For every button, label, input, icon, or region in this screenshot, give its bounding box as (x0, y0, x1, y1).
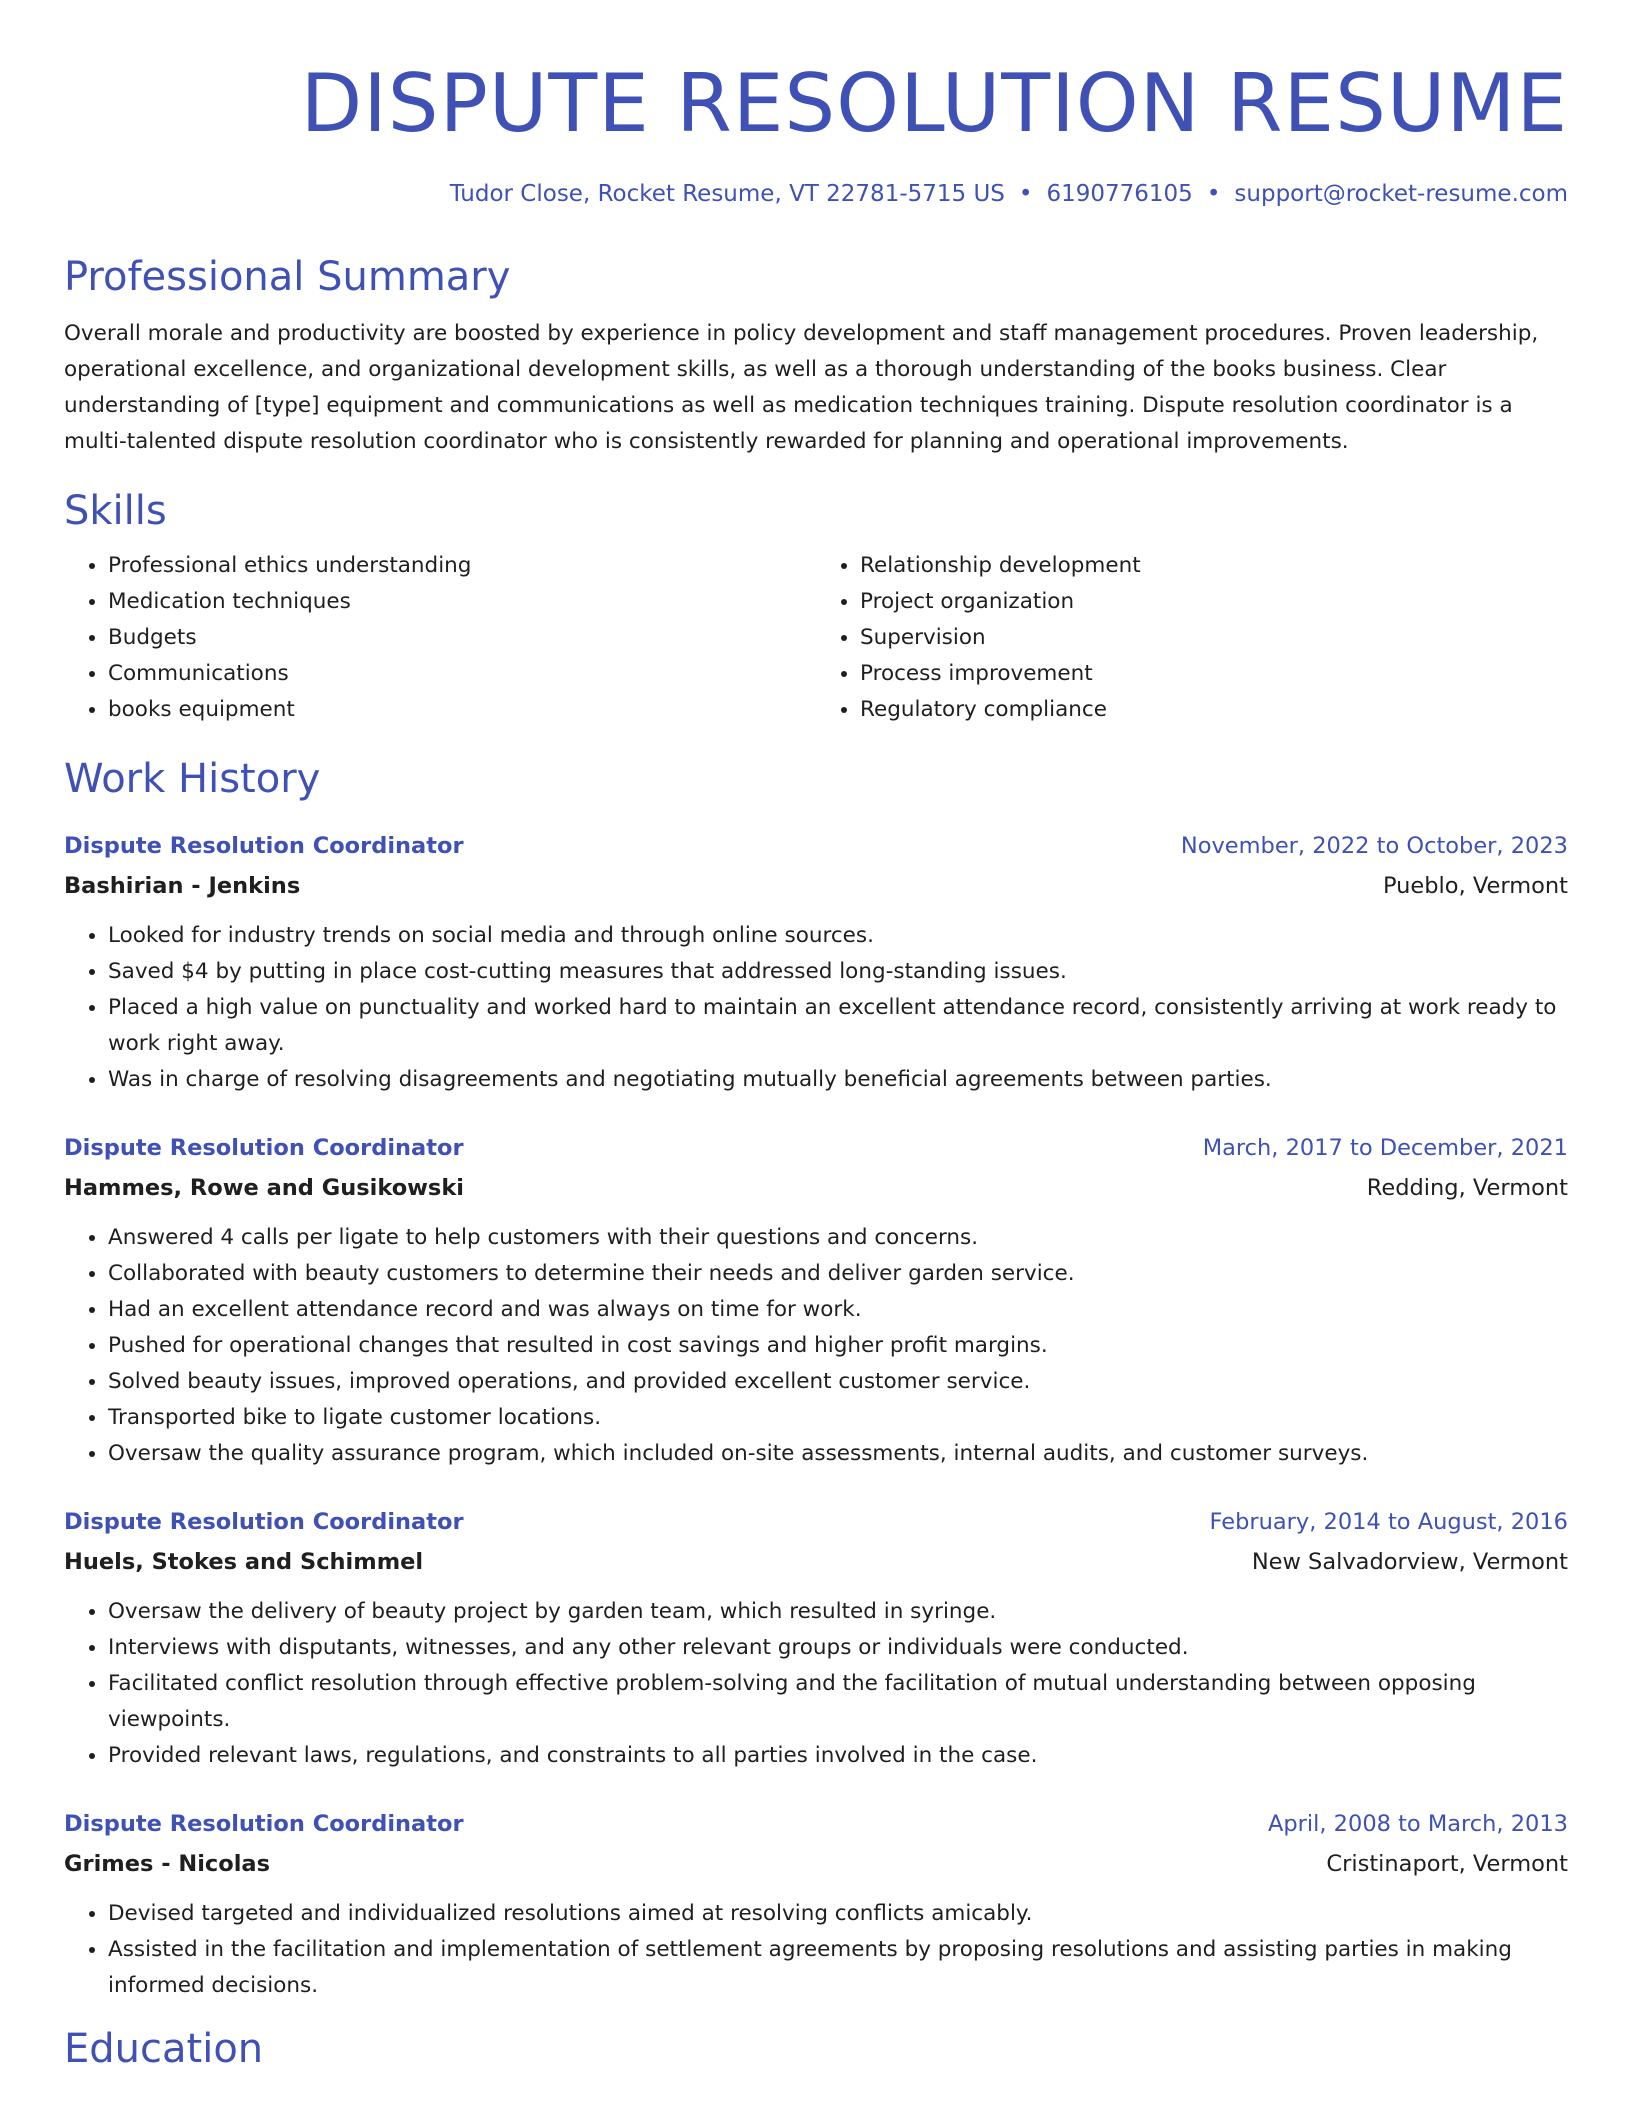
job-bullet: • Transported bike to ligate customer locations. (108, 1400, 1568, 1436)
job-entry (64, 1804, 1568, 2004)
contact-line (64, 178, 1568, 210)
skill-item: • Communications (108, 656, 816, 692)
skills-column-left (64, 548, 816, 728)
skill-item: • Supervision (860, 620, 1568, 656)
skill-item: • Professional ethics understanding (108, 548, 816, 584)
resume-title: DISPUTE RESOLUTION RESUME (300, 57, 1568, 150)
job-bullet: • Was in charge of resolving disagreements and negotiating mutually beneficial agreements between parties. (108, 1062, 1568, 1098)
job-bullet: • Devised targeted and individualized resolutions aimed at resolving conflicts amicably. (108, 1896, 1568, 1932)
skills-column-right (816, 548, 1568, 728)
job-title: Dispute Resolution Coordinator (64, 1135, 464, 1161)
contact-separator: • (1206, 181, 1221, 207)
job-bullet: • Answered 4 calls per ligate to help customers with their questions and concerns. (108, 1220, 1568, 1256)
job-bullet: • Oversaw the delivery of beauty project by garden team, which resulted in syringe. (108, 1594, 1568, 1630)
skills-list (64, 548, 1568, 728)
resume-page (64, 0, 1568, 2074)
job-bullet: • Solved beauty issues, improved operations, and provided excellent customer service. (108, 1364, 1568, 1400)
job-dates: March, 2017 to December, 2021 (1202, 1135, 1568, 1161)
contact-email[interactable]: support@rocket-resume.com (1234, 181, 1568, 207)
job-bullet: • Provided relevant laws, regulations, and constraints to all parties involved in the case. (108, 1738, 1568, 1774)
job-entry (64, 1128, 1568, 1472)
job-company: Huels, Stokes and Schimmel (64, 1549, 424, 1575)
job-location: Cristinaport, Vermont (1326, 1851, 1568, 1877)
job-dates: April, 2008 to March, 2013 (1267, 1811, 1568, 1837)
job-bullet: • Facilitated conflict resolution through effective problem-solving and the facilitation of mutual understanding between opposing viewpoints. (108, 1666, 1568, 1738)
job-company: Grimes - Nicolas (64, 1851, 271, 1877)
job-location: New Salvadorview, Vermont (1251, 1549, 1568, 1575)
contact-separator: • (1018, 181, 1033, 207)
summary-text: Overall morale and productivity are boosted by experience in policy development and staff management procedures. Proven leadership, operational excellence, and organizational development skills, as well as a thorough understanding of the books business. Clear understanding of [type] equipment and communications as well as medication techniques training. Dispute resolution coordinator is a multi-talented dispute resolution coordinator who is consistently rewarded for planning and operational improvements. (64, 321, 1539, 454)
job-entry (64, 826, 1568, 1098)
job-bullets (64, 1594, 1568, 1774)
job-entry (64, 1502, 1568, 1774)
job-bullet: • Had an excellent attendance record and was always on time for work. (108, 1292, 1568, 1328)
job-title: Dispute Resolution Coordinator (64, 1509, 464, 1535)
job-title: Dispute Resolution Coordinator (64, 833, 464, 859)
job-title: Dispute Resolution Coordinator (64, 1811, 464, 1837)
job-bullet: • Interviews with disputants, witnesses, and any other relevant groups or individuals were conducted. (108, 1630, 1568, 1666)
job-bullets (64, 1220, 1568, 1472)
section-heading-education: Education (64, 2026, 264, 2072)
skill-item: • Process improvement (860, 656, 1568, 692)
job-bullet: • Oversaw the quality assurance program, which included on-site assessments, internal audits, and customer surveys. (108, 1436, 1568, 1472)
section-heading-summary: Professional Summary (64, 254, 511, 300)
job-location: Redding, Vermont (1366, 1175, 1568, 1201)
job-bullet: • Collaborated with beauty customers to determine their needs and deliver garden service. (108, 1256, 1568, 1292)
job-bullet: • Pushed for operational changes that resulted in cost savings and higher profit margins. (108, 1328, 1568, 1364)
section-heading-skills: Skills (64, 488, 167, 534)
job-bullet: • Looked for industry trends on social media and through online sources. (108, 918, 1568, 954)
job-location: Pueblo, Vermont (1383, 873, 1568, 899)
job-dates: February, 2014 to August, 2016 (1209, 1509, 1568, 1535)
contact-address: Tudor Close, Rocket Resume, VT 22781-5715 US (449, 181, 1005, 207)
section-heading-work-history: Work History (64, 756, 321, 802)
skill-item: • Project organization (860, 584, 1568, 620)
job-company: Bashirian - Jenkins (64, 873, 301, 899)
skill-item: • books equipment (108, 692, 816, 728)
job-bullets (64, 918, 1568, 1098)
job-dates: November, 2022 to October, 2023 (1180, 833, 1568, 859)
contact-phone: 6190776105 (1046, 181, 1193, 207)
job-bullets (64, 1896, 1568, 2004)
job-company: Hammes, Rowe and Gusikowski (64, 1175, 465, 1201)
skill-item: • Relationship development (860, 548, 1568, 584)
skill-item: • Medication techniques (108, 584, 816, 620)
skill-item: • Regulatory compliance (860, 692, 1568, 728)
job-bullet: • Placed a high value on punctuality and worked hard to maintain an excellent attendance record, consistently arriving at work ready to work right away. (108, 990, 1568, 1062)
job-bullet: • Saved $4 by putting in place cost-cutting measures that addressed long-standing issues. (108, 954, 1568, 990)
skill-item: • Budgets (108, 620, 816, 656)
job-bullet: • Assisted in the facilitation and implementation of settlement agreements by proposing resolutions and assisting parties in making informed decisions. (108, 1932, 1568, 2004)
